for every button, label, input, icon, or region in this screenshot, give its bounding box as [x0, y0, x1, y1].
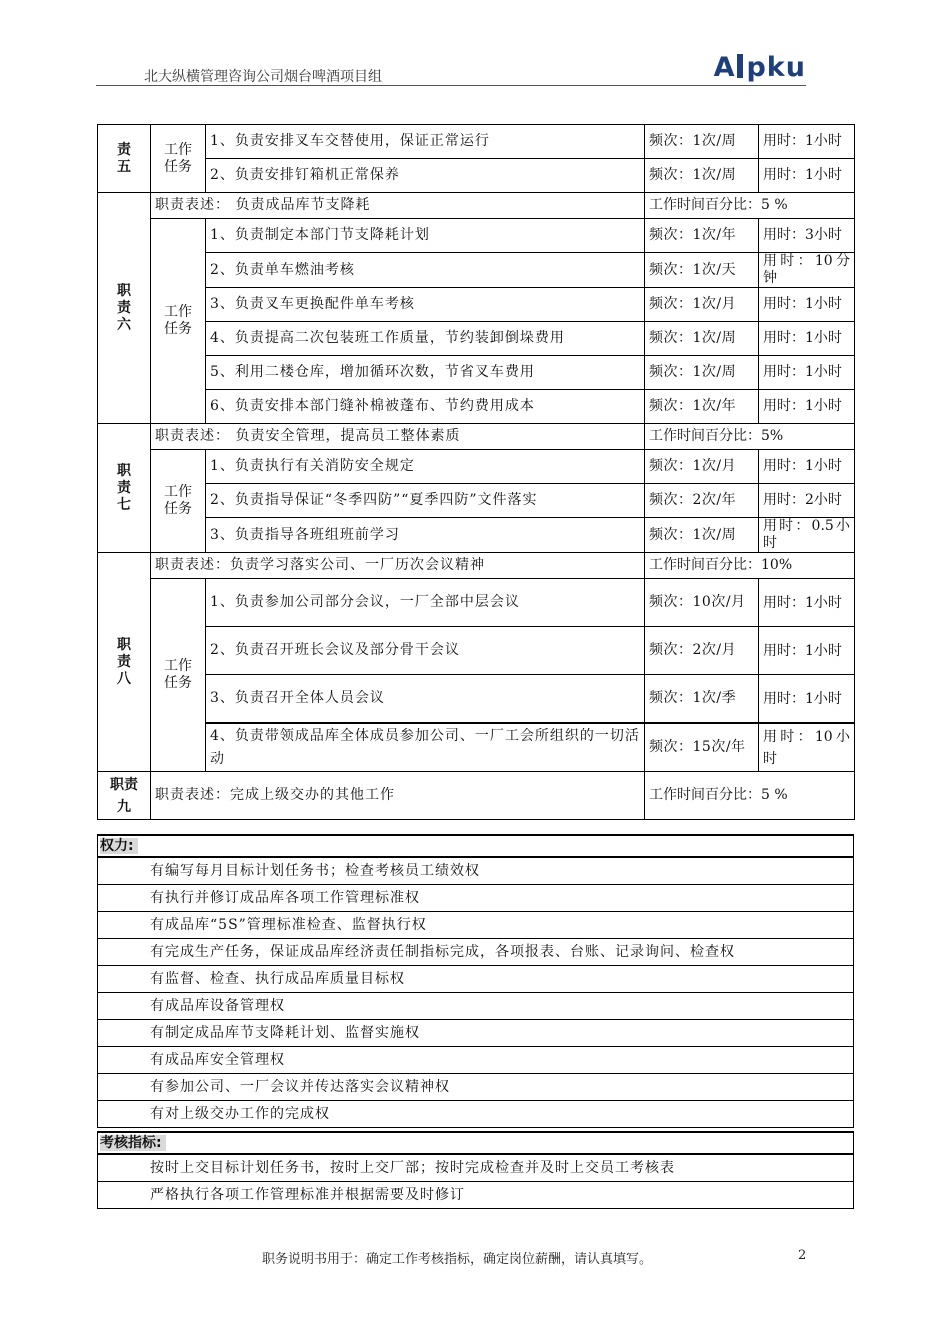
duty8-desc-row	[98, 553, 855, 579]
task-frequency: 频次：10次/月	[645, 579, 759, 627]
duty7-task-row	[98, 450, 855, 484]
duty7-desc-row	[98, 424, 855, 450]
task-frequency: 频次：1次/年	[645, 219, 759, 253]
rights-item: 有执行并修订成品库各项工作管理标准权	[98, 885, 854, 912]
duty8-description: 职责表述：负责学习落实公司、一厂历次会议精神	[151, 553, 645, 579]
duty8-task-row	[98, 675, 855, 724]
duty5-task-row	[98, 125, 855, 159]
duty9-label: 职责九	[98, 772, 151, 820]
task-time: 用时：3小时	[759, 219, 855, 253]
task-frequency: 频次：1次/周	[645, 518, 759, 553]
task-frequency: 频次：1次/周	[645, 159, 759, 193]
task-time: 用时：1小时	[759, 288, 855, 322]
company-logo	[714, 52, 806, 84]
rights-item: 有编写每月目标计划任务书；检查考核员工绩效权	[98, 857, 854, 885]
task-frequency: 频次：1次/月	[645, 450, 759, 484]
duty6-task-row	[98, 253, 855, 288]
task-frequency: 频次：2次/年	[645, 484, 759, 518]
duty8-percent: 工作时间百分比：10%	[645, 553, 855, 579]
task-time: 用时：10分钟	[759, 253, 855, 288]
duty6-task-row	[98, 288, 855, 322]
task-item: 3、负责召开全体人员会议	[206, 675, 645, 724]
duty6-task-row	[98, 356, 855, 390]
duty7-percent: 工作时间百分比：5%	[645, 424, 855, 450]
header-rule	[96, 85, 806, 86]
duty6-percent: 工作时间百分比：5 %	[645, 193, 855, 219]
kpi-item: 严格执行各项工作管理标准并根据需要及时修订	[98, 1182, 854, 1209]
task-item: 2、负责指导保证“冬季四防”“夏季四防”文件落实	[206, 484, 645, 518]
duty6-task-label: 工作任务	[151, 219, 206, 424]
rights-item: 有完成生产任务，保证成品库经济责任制指标完成，各项报表、台账、记录询问、检查权	[98, 939, 854, 966]
task-item: 1、负责制定本部门节支降耗计划	[206, 219, 645, 253]
task-frequency: 频次：1次/年	[645, 390, 759, 424]
task-time: 用时：1小时	[759, 159, 855, 193]
page-header	[96, 52, 806, 84]
rights-item: 有成品库“5S”管理标准检查、监督执行权	[98, 912, 854, 939]
task-time: 用时：1小时	[759, 675, 855, 724]
task-time: 用时：2小时	[759, 484, 855, 518]
task-item: 3、负责叉车更换配件单车考核	[206, 288, 645, 322]
task-item: 2、负责单车燃油考核	[206, 253, 645, 288]
kpi-heading: 考核指标:	[98, 1132, 854, 1154]
task-frequency: 频次：15次/年	[645, 723, 759, 772]
duty9-row	[98, 772, 855, 820]
task-item: 2、负责安排钉箱机正常保养	[206, 159, 645, 193]
duty7-task-label: 工作任务	[151, 450, 206, 553]
header-title: 北大纵横管理咨询公司烟台啤酒项目组	[144, 69, 382, 85]
task-time: 用时：1小时	[759, 450, 855, 484]
duty6-label: 职责六	[98, 193, 151, 424]
kpi-table	[97, 1131, 854, 1209]
task-item: 5、利用二楼仓库，增加循环次数，节省叉车费用	[206, 356, 645, 390]
task-item: 6、负责安排本部门缝补棉被蓬布、节约费用成本	[206, 390, 645, 424]
task-frequency: 频次：1次/周	[645, 322, 759, 356]
duty7-label: 职责七	[98, 424, 151, 553]
task-item: 1、负责执行有关消防安全规定	[206, 450, 645, 484]
rights-item: 有制定成品库节支降耗计划、监督实施权	[98, 1020, 854, 1047]
task-time: 用时：1小时	[759, 627, 855, 675]
duty5-label: 责五	[98, 125, 151, 193]
duty6-desc-row	[98, 193, 855, 219]
footer-note: 职务说明书用于：确定工作考核指标，确定岗位薪酬，请认真填写。	[262, 1252, 653, 1267]
task-item: 2、负责召开班长会议及部分骨干会议	[206, 627, 645, 675]
rights-item: 有对上级交办工作的完成权	[98, 1101, 854, 1128]
rights-item: 有成品库设备管理权	[98, 993, 854, 1020]
logo-bar-icon	[737, 54, 743, 78]
duty7-description: 职责表述： 负责安全管理，提高员工整体素质	[151, 424, 645, 450]
task-frequency: 频次：1次/周	[645, 356, 759, 390]
duty6-task-row	[98, 390, 855, 424]
rights-item: 有成品库安全管理权	[98, 1047, 854, 1074]
task-frequency: 频次：1次/周	[645, 125, 759, 159]
duty8-task-row	[98, 627, 855, 675]
kpi-item: 按时上交目标计划任务书，按时上交厂部；按时完成检查并及时上交员工考核表	[98, 1154, 854, 1182]
duty5-task-row	[98, 159, 855, 193]
logo-letter-a: A	[713, 52, 736, 83]
duty8-task-label: 工作任务	[151, 579, 206, 772]
duty7-task-row	[98, 518, 855, 553]
duty8-label: 职责八	[98, 553, 151, 772]
task-time: 用时：1小时	[759, 356, 855, 390]
task-frequency: 频次：1次/季	[645, 675, 759, 724]
task-time: 用时：1小时	[759, 579, 855, 627]
task-item: 3、负责指导各班组班前学习	[206, 518, 645, 553]
task-time: 用时：1小时	[759, 125, 855, 159]
logo-letters-pku: pku	[746, 52, 806, 83]
task-frequency: 频次：1次/月	[645, 288, 759, 322]
task-time: 用时：1小时	[759, 322, 855, 356]
duty6-task-row	[98, 322, 855, 356]
duty7-task-row	[98, 484, 855, 518]
rights-table	[97, 834, 854, 1128]
task-frequency: 频次：1次/天	[645, 253, 759, 288]
page-number: 2	[798, 1248, 807, 1263]
duty6-task-row	[98, 219, 855, 253]
task-time: 用时：10小时	[759, 723, 855, 772]
duty8-task-row	[98, 579, 855, 627]
duty9-description: 职责表述：完成上级交办的其他工作	[151, 772, 645, 820]
rights-item: 有参加公司、一厂会议并传达落实会议精神权	[98, 1074, 854, 1101]
duty9-percent: 工作时间百分比：5 %	[645, 772, 855, 820]
task-item: 4、负责提高二次包装班工作质量，节约装卸倒垛费用	[206, 322, 645, 356]
rights-item: 有监督、检查、执行成品库质量目标权	[98, 966, 854, 993]
duty8-task-row	[98, 723, 855, 772]
task-item: 1、负责安排叉车交替使用，保证正常运行	[206, 125, 645, 159]
task-item: 4、负责带领成品库全体成员参加公司、一厂工会所组织的一切活动	[206, 723, 645, 772]
rights-heading: 权力:	[98, 835, 854, 857]
duty6-description: 职责表述： 负责成品库节支降耗	[151, 193, 645, 219]
task-frequency: 频次：2次/月	[645, 627, 759, 675]
duties-table	[97, 124, 855, 820]
task-time: 用时：0.5小时	[759, 518, 855, 553]
task-item: 1、负责参加公司部分会议，一厂全部中层会议	[206, 579, 645, 627]
task-time: 用时：1小时	[759, 390, 855, 424]
duty5-task-label: 工作任务	[151, 125, 206, 193]
